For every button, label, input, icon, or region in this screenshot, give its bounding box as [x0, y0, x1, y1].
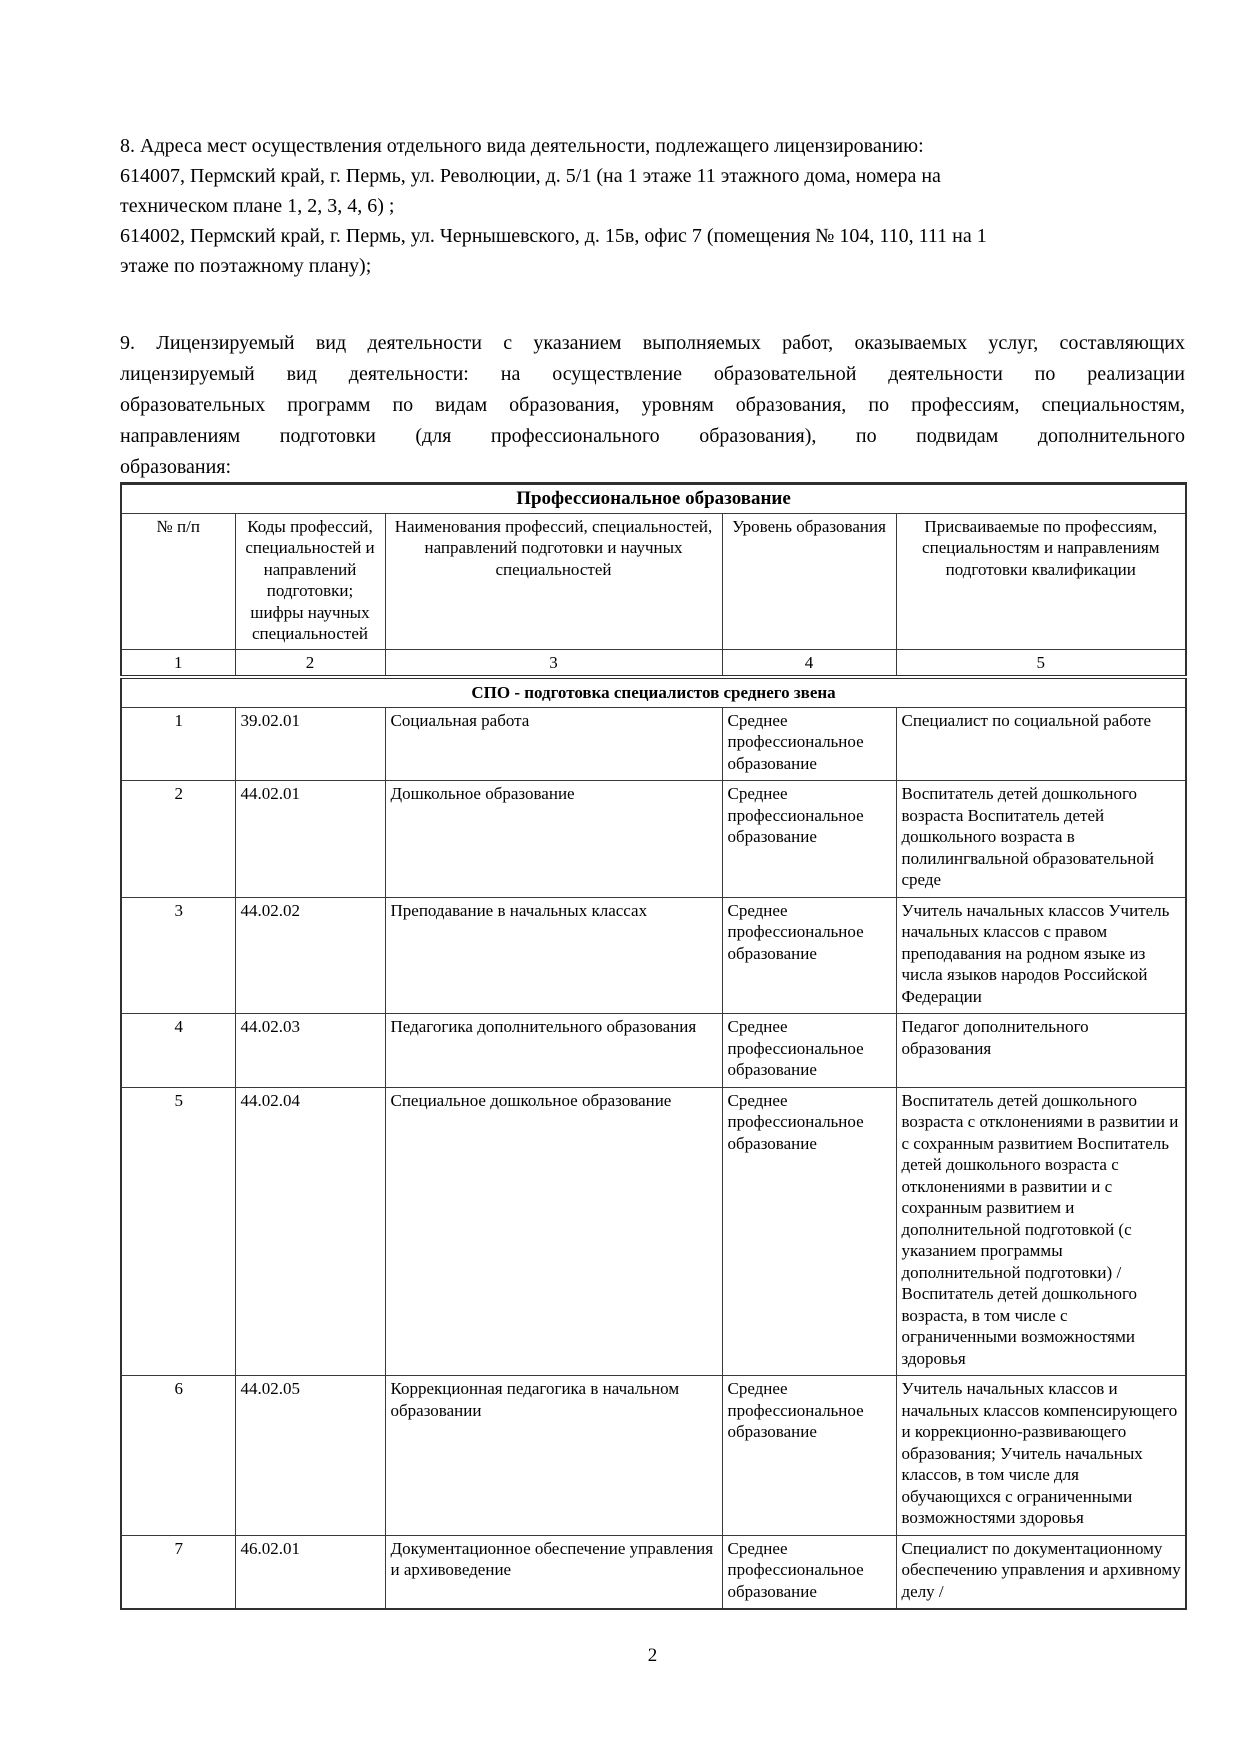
- table-header-row: [121, 513, 1186, 649]
- text-line: направлениям подготовки (для профессионального образования), по подвидам дополнительного: [120, 425, 1185, 447]
- table-cell-qualification: Воспитатель детей дошкольного возраста с отклонениями в развитии и с сохранным развитием Воспитатель детей дошкольного возраста с отклонениями в развитии и с сохранным развитием и дополнительной подготовкой (с указанием программы дополнительной подготовки) / Воспитатель детей дошкольного возраста, в том числе с ограниченными возможностями здоровья: [896, 1087, 1186, 1376]
- table-cell-specialty-name: Коррекционная педагогика в начальном образовании: [385, 1376, 722, 1536]
- table-cell-qualification: Воспитатель детей дошкольного возраста Воспитатель детей дошкольного возраста в полилингвальной образовательной среде: [896, 781, 1186, 898]
- table-cell-row-number: 3: [121, 897, 235, 1014]
- table-cell-specialty-name: Специальное дошкольное образование: [385, 1087, 722, 1376]
- table-body: [121, 707, 1186, 1609]
- table-cell-qualification: Учитель начальных классов Учитель начальных классов с правом преподавания на родном языке из числа языков народов Российской Федерации: [896, 897, 1186, 1014]
- table-row: [121, 781, 1186, 898]
- text-line: этаже по поэтажному плану);: [120, 255, 372, 277]
- table-cell-specialty-name: Преподавание в начальных классах: [385, 897, 722, 1014]
- table-cell-education-level: Среднее профессиональное образование: [722, 1376, 896, 1536]
- column-number: 3: [385, 649, 722, 677]
- column-number: 2: [235, 649, 385, 677]
- table-cell-education-level: Среднее профессиональное образование: [722, 781, 896, 898]
- table-cell-education-level: Среднее профессиональное образование: [722, 897, 896, 1014]
- paragraph-8: [120, 131, 1185, 281]
- section-header-row: [121, 677, 1186, 707]
- column-number: 4: [722, 649, 896, 677]
- table-cell-specialty-name: Педагогика дополнительного образования: [385, 1014, 722, 1088]
- professional-education-table: [120, 482, 1187, 1610]
- table-cell-education-level: Среднее профессиональное образование: [722, 1535, 896, 1609]
- table-cell-specialty-code: 44.02.05: [235, 1376, 385, 1536]
- table-cell-specialty-code: 44.02.04: [235, 1087, 385, 1376]
- table-cell-row-number: 2: [121, 781, 235, 898]
- table-cell-specialty-code: 44.02.02: [235, 897, 385, 1014]
- table-row: [121, 897, 1186, 1014]
- table-cell-row-number: 7: [121, 1535, 235, 1609]
- page-number: 2: [647, 1645, 658, 1666]
- table-cell-education-level: Среднее профессиональное образование: [722, 1014, 896, 1088]
- table-cell-qualification: Педагог дополнительного образования: [896, 1014, 1186, 1088]
- table-cell-row-number: 5: [121, 1087, 235, 1376]
- column-header-names: Наименования профессий, специальностей, направлений подготовки и научных специальностей: [385, 513, 722, 649]
- column-header-codes: Коды профессий, специальностей и направлений подготовки; шифры научных специальностей: [235, 513, 385, 649]
- table-cell-specialty-code: 44.02.03: [235, 1014, 385, 1088]
- table-cell-specialty-code: 39.02.01: [235, 707, 385, 781]
- text-line: образования:: [120, 456, 232, 478]
- table-title-row: [121, 484, 1186, 514]
- table-cell-qualification: Специалист по документационному обеспечению управления и архивному делу /: [896, 1535, 1186, 1609]
- table-cell-education-level: Среднее профессиональное образование: [722, 707, 896, 781]
- table-cell-qualification: Учитель начальных классов и начальных классов компенсирующего и коррекционно-развивающего образования; Учитель начальных классов, в том числе для обучающихся с ограниченными возможностями здоровья: [896, 1376, 1186, 1536]
- table-cell-specialty-code: 44.02.01: [235, 781, 385, 898]
- text-line: образовательных программ по видам образования, уровням образования, по профессиям, специальностям,: [120, 394, 1185, 416]
- column-number: 5: [896, 649, 1186, 677]
- table-cell-specialty-code: 46.02.01: [235, 1535, 385, 1609]
- text-line: техническом плане 1, 2, 3, 4, 6) ;: [120, 195, 395, 217]
- table-cell-row-number: 4: [121, 1014, 235, 1088]
- text-line: 8. Адреса мест осуществления отдельного вида деятельности, подлежащего лицензированию:: [120, 135, 924, 157]
- table-title: Профессиональное образование: [121, 484, 1186, 514]
- paragraph-9: [120, 328, 1185, 483]
- text-line: лицензируемый вид деятельности: на осуществление образовательной деятельности по реализации: [120, 363, 1185, 385]
- text-line: 614002, Пермский край, г. Пермь, ул. Чернышевского, д. 15в, офис 7 (помещения № 104, 110, 111 на 1: [120, 225, 987, 247]
- text-line: 9. Лицензируемый вид деятельности с указанием выполняемых работ, оказываемых услуг, составляющих: [120, 332, 1185, 354]
- table-cell-row-number: 6: [121, 1376, 235, 1536]
- column-header-qualification: Присваиваемые по профессиям, специальностям и направлениям подготовки квалификации: [896, 513, 1186, 649]
- text-line: 614007, Пермский край, г. Пермь, ул. Революции, д. 5/1 (на 1 этаже 11 этажного дома, номера на: [120, 165, 941, 187]
- table-row: [121, 707, 1186, 781]
- table-cell-specialty-name: Документационное обеспечение управления и архивоведение: [385, 1535, 722, 1609]
- section-header: СПО - подготовка специалистов среднего звена: [121, 677, 1186, 707]
- table-row: [121, 1376, 1186, 1536]
- table-row: [121, 1087, 1186, 1376]
- table-cell-qualification: Специалист по социальной работе: [896, 707, 1186, 781]
- table-cell-specialty-name: Социальная работа: [385, 707, 722, 781]
- table-cell-row-number: 1: [121, 707, 235, 781]
- table-row: [121, 1014, 1186, 1088]
- table-cell-specialty-name: Дошкольное образование: [385, 781, 722, 898]
- column-header-num: № п/п: [121, 513, 235, 649]
- column-number: 1: [121, 649, 235, 677]
- table-row: [121, 1535, 1186, 1609]
- column-numbers-row: [121, 649, 1186, 677]
- column-header-level: Уровень образования: [722, 513, 896, 649]
- table-cell-education-level: Среднее профессиональное образование: [722, 1087, 896, 1376]
